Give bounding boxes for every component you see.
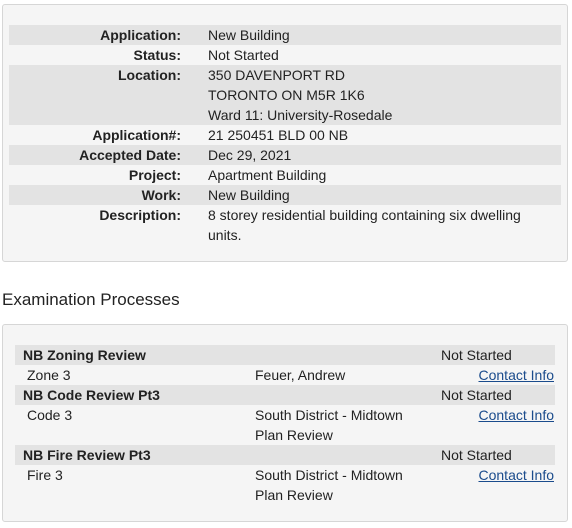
process-detail-row (15, 365, 555, 385)
process-name: NB Fire Review Pt3 (23, 447, 151, 463)
process-zone: Code 3 (27, 407, 73, 423)
detail-label: Application: (100, 27, 181, 43)
detail-label: Work: (141, 187, 181, 203)
detail-row-status (9, 45, 561, 65)
process-name: NB Zoning Review (23, 347, 146, 363)
detail-value: Dec 29, 2021 (208, 147, 292, 163)
detail-value: 21 250451 BLD 00 NB (208, 127, 349, 143)
section-title: Examination Processes (2, 290, 180, 309)
detail-row-location (9, 65, 561, 125)
contact-info-link[interactable]: Contact Info (478, 407, 554, 423)
detail-label: Description: (99, 207, 181, 223)
process-reviewer: Feuer, Andrew (255, 367, 346, 383)
contact-info-link[interactable]: Contact Info (478, 467, 554, 483)
location-value (208, 67, 392, 127)
detail-row-application (9, 25, 561, 45)
process-reviewer: South District - Midtown Plan Review (255, 467, 403, 503)
process-header-row (15, 445, 555, 465)
process-detail-row (15, 405, 555, 445)
detail-label: Status: (133, 47, 181, 63)
ward-line: Ward 11: University-Rosedale (208, 107, 393, 123)
examination-processes-panel (2, 324, 568, 522)
process-reviewer: South District - Midtown Plan Review (255, 407, 403, 443)
process-detail-row (15, 465, 555, 505)
detail-value: Apartment Building (208, 167, 327, 183)
process-status: Not Started (441, 447, 512, 463)
detail-row-accepted-date (9, 145, 561, 165)
detail-label: Location: (118, 67, 181, 83)
process-zone: Zone 3 (27, 367, 71, 383)
process-header-row (15, 385, 555, 405)
contact-info-link[interactable]: Contact Info (478, 367, 554, 383)
detail-value: Not Started (208, 47, 279, 63)
process-status: Not Started (441, 387, 512, 403)
process-status: Not Started (441, 347, 512, 363)
process-header-row (15, 345, 555, 365)
detail-row-work (9, 185, 561, 205)
detail-row-project (9, 165, 561, 185)
detail-row-application-number (9, 125, 561, 145)
process-name: NB Code Review Pt3 (23, 387, 160, 403)
application-details-panel (2, 4, 568, 262)
process-zone: Fire 3 (27, 467, 63, 483)
detail-label: Project: (128, 167, 181, 183)
detail-label: Accepted Date: (79, 147, 181, 163)
address-line: 350 DAVENPORT RD (208, 67, 345, 83)
detail-value: New Building (208, 187, 290, 203)
detail-row-description (9, 205, 561, 245)
city-line: TORONTO ON M5R 1K6 (208, 87, 365, 103)
detail-value: New Building (208, 27, 290, 43)
detail-label: Application#: (92, 127, 181, 143)
description-value: 8 storey residential building containing six dwelling units. (208, 207, 521, 243)
